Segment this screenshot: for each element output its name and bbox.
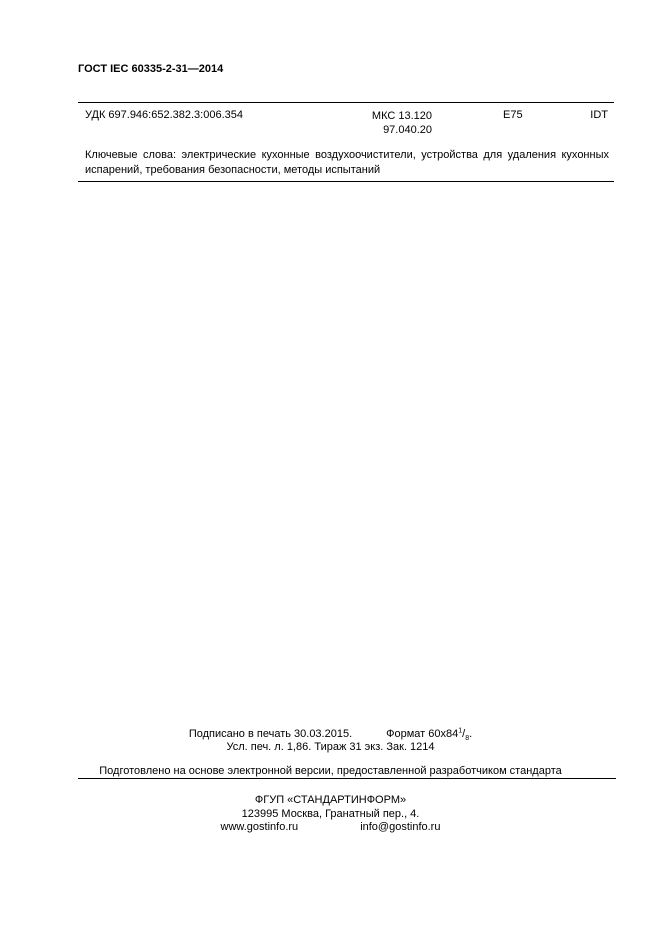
publisher-website: www.gostinfo.ru <box>220 821 299 833</box>
publisher-address: 123995 Москва, Гранатный пер., 4. <box>241 808 420 820</box>
format-slash: / <box>462 727 466 740</box>
keywords-divider <box>78 181 614 182</box>
mks-codes <box>370 109 432 137</box>
format-suffix: . <box>469 727 473 740</box>
mks-code-1: МКС 13.120 <box>371 110 432 122</box>
idt-mark: IDT <box>590 109 608 121</box>
okp-code: Е75 <box>503 109 523 121</box>
imprint-divider <box>78 778 616 779</box>
mks-code-2: 97.040.20 <box>383 124 432 136</box>
publisher-contacts <box>0 821 661 833</box>
format-sub: 8 <box>465 734 470 742</box>
format-sup: 1 <box>458 727 463 734</box>
document-code: ГОСТ IEC 60335-2-31—2014 <box>78 63 224 75</box>
prepared-note: Подготовлено на основе электронной версии, предоставленной разработчиком стандарта <box>99 765 562 777</box>
print-format <box>386 728 472 740</box>
publisher-email: info@gostinfo.ru <box>360 821 441 833</box>
udk-code: УДК 697.946:652.382.3:006.354 <box>85 109 243 121</box>
format-prefix: Формат 60x84 <box>386 727 459 740</box>
top-divider <box>78 102 614 103</box>
classification-row <box>85 109 610 139</box>
signed-date: Подписано в печать 30.03.2015. <box>188 727 353 740</box>
publisher-name: ФГУП «СТАНДАРТИНФОРМ» <box>254 794 407 806</box>
imprint-line-2: Усл. печ. л. 1,86. Тираж 31 экз. Зак. 1214 <box>226 741 435 753</box>
keywords-text: Ключевые слова: электрические кухонные воздухоочистители, устройства для удаления кухонных испарений, требования безопасности, методы испытаний <box>85 149 609 176</box>
imprint-line-1 <box>0 727 661 742</box>
